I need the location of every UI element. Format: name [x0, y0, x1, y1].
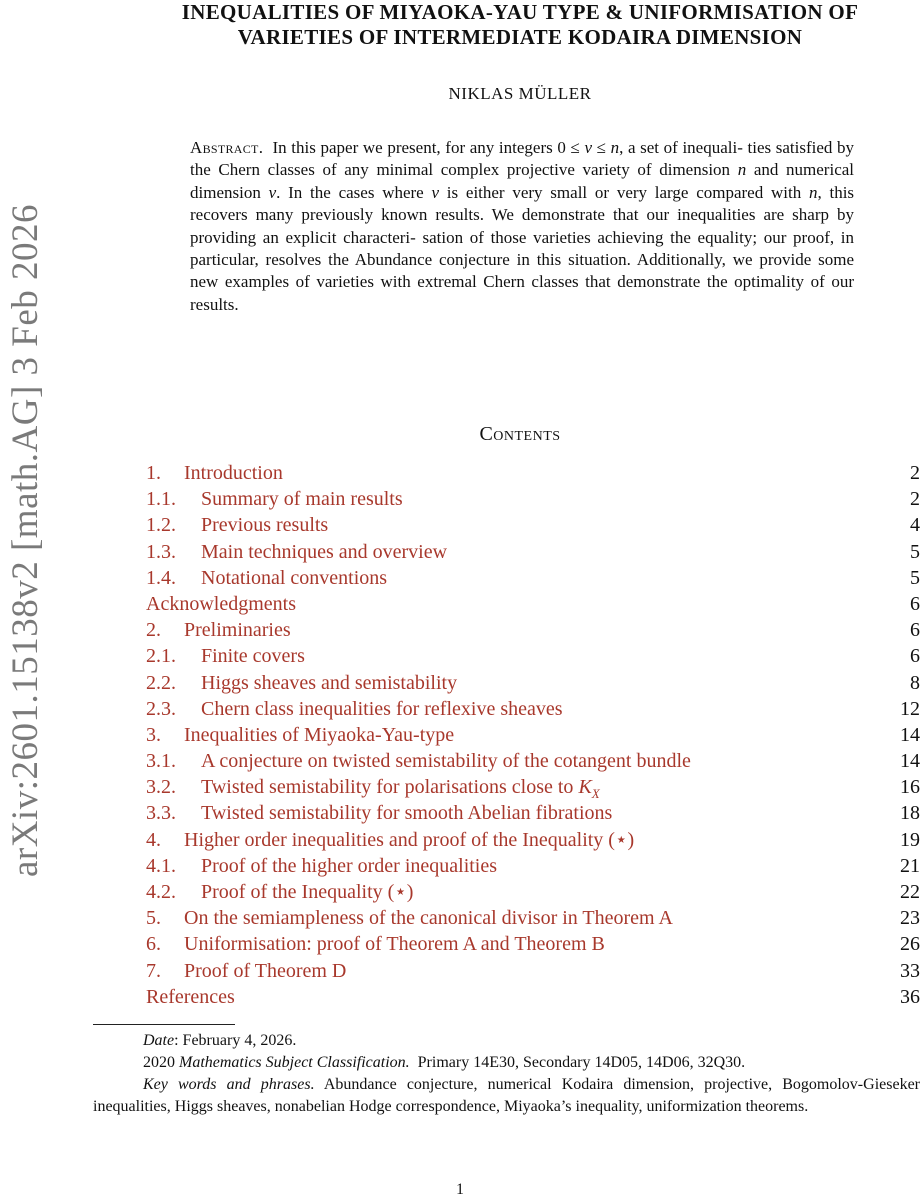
toc-link[interactable]	[146, 696, 563, 722]
toc-title: Introduction	[184, 462, 283, 484]
toc-entry	[146, 905, 922, 931]
msc-footnote	[93, 1052, 920, 1074]
toc-link[interactable]	[146, 827, 634, 853]
toc-entry	[146, 565, 922, 591]
toc-entry	[146, 853, 922, 879]
toc-title: Finite covers	[201, 645, 305, 668]
toc-page-number: 21	[900, 854, 920, 877]
toc-entry	[146, 460, 922, 486]
toc-number: 2.3.	[146, 697, 176, 720]
toc-title: Chern class inequalities for reflexive sheaves	[201, 697, 563, 720]
toc-link[interactable]	[146, 670, 457, 696]
toc-entry	[146, 643, 922, 669]
toc-link[interactable]	[146, 958, 346, 984]
toc-page-number: 8	[910, 671, 920, 694]
toc-link[interactable]	[146, 931, 605, 957]
toc-page-number: 6	[910, 592, 920, 615]
abstract-line: In this paper we present, for any integers 0 ≤ ν ≤ n, a set of inequali-	[272, 138, 743, 157]
contents-title: Contents	[479, 423, 561, 445]
toc-link[interactable]	[146, 539, 447, 565]
toc-title: Proof of Theorem D	[184, 959, 347, 982]
toc-entry	[146, 931, 922, 957]
toc-title: Inequalities of Miyaoka-Yau-type	[184, 723, 455, 746]
toc-title: Uniformisation: proof of Theorem A and Theorem B	[184, 933, 605, 956]
keywords-label: Key words and phrases.	[143, 1076, 315, 1093]
toc-number: 5.	[146, 907, 161, 930]
toc-entry	[146, 539, 922, 565]
toc-page-number: 2	[910, 462, 920, 484]
title-line-1: INEQUALITIES OF MIYAOKA-YAU TYPE & UNIFORMISATION OF	[181, 0, 859, 24]
toc-title: Main techniques and overview	[201, 540, 448, 563]
toc-title: Twisted semistability for polarisations close to K	[201, 776, 592, 799]
toc-number: 2.	[146, 619, 161, 642]
toc-entry	[146, 958, 922, 984]
table-of-contents	[146, 460, 922, 1010]
abstract-line: examples of varieties with extremal Chern classes that demonstrate the optimality	[224, 272, 805, 292]
toc-title: Previous results	[201, 514, 329, 537]
toc-page-number: 14	[900, 723, 920, 746]
abstract-line: or very large compared with n, this recovers many previously known results. We	[190, 182, 855, 225]
toc-title: Summary of main results	[201, 488, 403, 511]
toc-link[interactable]	[146, 591, 296, 617]
toc-page-number: 2	[910, 488, 920, 511]
page-number: 1	[456, 1181, 464, 1198]
date-value: : February 4, 2026.	[174, 1032, 297, 1049]
toc-title: Proof of the higher order inequalities	[201, 854, 498, 877]
toc-number: 1.2.	[146, 514, 176, 537]
toc-page-number: 26	[900, 933, 920, 956]
toc-number: 1.4.	[146, 566, 176, 589]
toc-number: 3.1.	[146, 750, 176, 773]
toc-entry	[146, 748, 922, 774]
toc-page-number: 5	[910, 566, 920, 589]
toc-entry	[146, 827, 922, 853]
toc-subscript: X	[591, 786, 600, 802]
toc-link[interactable]	[146, 800, 612, 826]
toc-page-number: 6	[910, 619, 920, 642]
toc-number: 4.1.	[146, 854, 176, 877]
toc-number: 3.2.	[146, 776, 176, 799]
abstract-line: demonstrate that our inequalities are sharp by providing an explicit characteri-	[190, 205, 854, 247]
toc-title: Higher order inequalities and proof of the Inequality (⋆)	[184, 828, 635, 851]
toc-link[interactable]	[146, 722, 454, 748]
toc-link[interactable]	[146, 643, 305, 669]
toc-entry	[146, 486, 922, 512]
footnotes	[93, 1030, 920, 1118]
date-footnote	[93, 1030, 920, 1052]
toc-title: Preliminaries	[184, 619, 291, 642]
toc-link[interactable]	[146, 565, 387, 591]
abstract-line: of our results.	[190, 272, 855, 314]
toc-page-number: 14	[900, 750, 920, 773]
toc-entry	[146, 670, 922, 696]
footnote-rule	[93, 1024, 235, 1025]
msc-year: 2020	[143, 1054, 179, 1071]
toc-title: Higgs sheaves and semistability	[201, 671, 458, 694]
abstract-body	[190, 138, 854, 314]
toc-entry	[146, 617, 922, 643]
toc-page-number: 22	[900, 881, 920, 903]
toc-link[interactable]	[146, 905, 673, 931]
toc-link[interactable]	[146, 460, 283, 486]
toc-number: 2.2.	[146, 671, 176, 694]
toc-number: 4.	[146, 828, 161, 851]
arxiv-stamp	[5, 170, 47, 910]
toc-link[interactable]	[146, 853, 497, 879]
toc-number: 1.1.	[146, 488, 176, 511]
date-label: Date	[143, 1032, 175, 1049]
toc-link[interactable]	[146, 879, 413, 905]
toc-title: Notational conventions	[201, 566, 388, 589]
arxiv-identifier: arXiv:2601.15138v2 [math.AG] 3 Feb 2026	[5, 203, 47, 877]
toc-link[interactable]	[146, 617, 291, 643]
toc-entry	[146, 591, 922, 617]
author-name: NIKLAS MÜLLER	[448, 84, 592, 103]
toc-number: 6.	[146, 933, 161, 956]
toc-page-number: 16	[900, 776, 920, 799]
abstract-line: sation of those varieties achieving the equality; our proof, in particular, resolves	[190, 227, 854, 270]
toc-entry	[146, 696, 922, 722]
toc-entry	[146, 774, 922, 800]
abstract-line: dimension n and numerical dimension ν. In the cases where ν is either very small	[190, 160, 855, 202]
abstract-line: ties satisfied by the Chern classes of any minimal complex projective variety of	[190, 138, 855, 180]
toc-page-number: 19	[900, 828, 920, 851]
toc-page-number: 6	[910, 645, 920, 668]
keywords-value: Abundance conjecture, numerical Kodaira dimension, projective, Bogomolov-Gieseker inequalities, Higgs sheaves, nonabelian Hodge correspondence, Miyaoka’s inequality, uniformization theorems.	[93, 1076, 920, 1115]
toc-title: A conjecture on twisted semistability of the cotangent bundle	[201, 750, 691, 773]
toc-entry	[146, 879, 922, 905]
toc-page-number: 36	[900, 985, 920, 1008]
msc-label: Mathematics Subject Classification.	[179, 1054, 410, 1071]
toc-title: On the semiampleness of the canonical divisor in Theorem A	[184, 907, 673, 930]
toc-entry	[146, 722, 922, 748]
keywords-footnote	[93, 1074, 920, 1118]
toc-link[interactable]	[146, 774, 600, 800]
toc-entry	[146, 512, 922, 538]
toc-title: Twisted semistability for smooth Abelian fibrations	[201, 802, 613, 825]
toc-page-number: 18	[900, 802, 920, 825]
toc-page-number: 5	[910, 540, 920, 563]
toc-page-number: 4	[910, 514, 920, 537]
paper-title	[140, 0, 900, 50]
toc-number: 3.3.	[146, 802, 176, 825]
toc-entry	[146, 984, 922, 1010]
toc-link[interactable]	[146, 486, 403, 512]
toc-number: 2.1.	[146, 645, 176, 668]
toc-link[interactable]	[146, 512, 328, 538]
toc-title: References	[146, 985, 235, 1008]
toc-title: Acknowledgments	[146, 592, 296, 615]
toc-number: 1.3.	[146, 540, 176, 563]
toc-page-number: 33	[900, 959, 920, 982]
toc-link[interactable]	[146, 748, 691, 774]
toc-page-number: 12	[900, 697, 920, 720]
toc-link[interactable]	[146, 984, 235, 1010]
toc-title: Proof of the Inequality (⋆)	[201, 881, 414, 903]
toc-number: 4.2.	[146, 881, 176, 903]
toc-number: 1.	[146, 462, 161, 484]
title-line-2: VARIETIES OF INTERMEDIATE KODAIRA DIMENSION	[237, 25, 803, 49]
toc-page-number: 23	[900, 907, 920, 930]
toc-number: 3.	[146, 723, 161, 746]
abstract	[190, 137, 854, 316]
msc-value: Primary 14E30, Secondary 14D05, 14D06, 32Q30.	[417, 1054, 746, 1071]
toc-entry	[146, 800, 922, 826]
toc-number: 7.	[146, 959, 161, 982]
abstract-line: the Abundance conjecture in this situation. Additionally, we provide some new	[190, 250, 855, 292]
abstract-label: Abstract.	[190, 138, 264, 157]
